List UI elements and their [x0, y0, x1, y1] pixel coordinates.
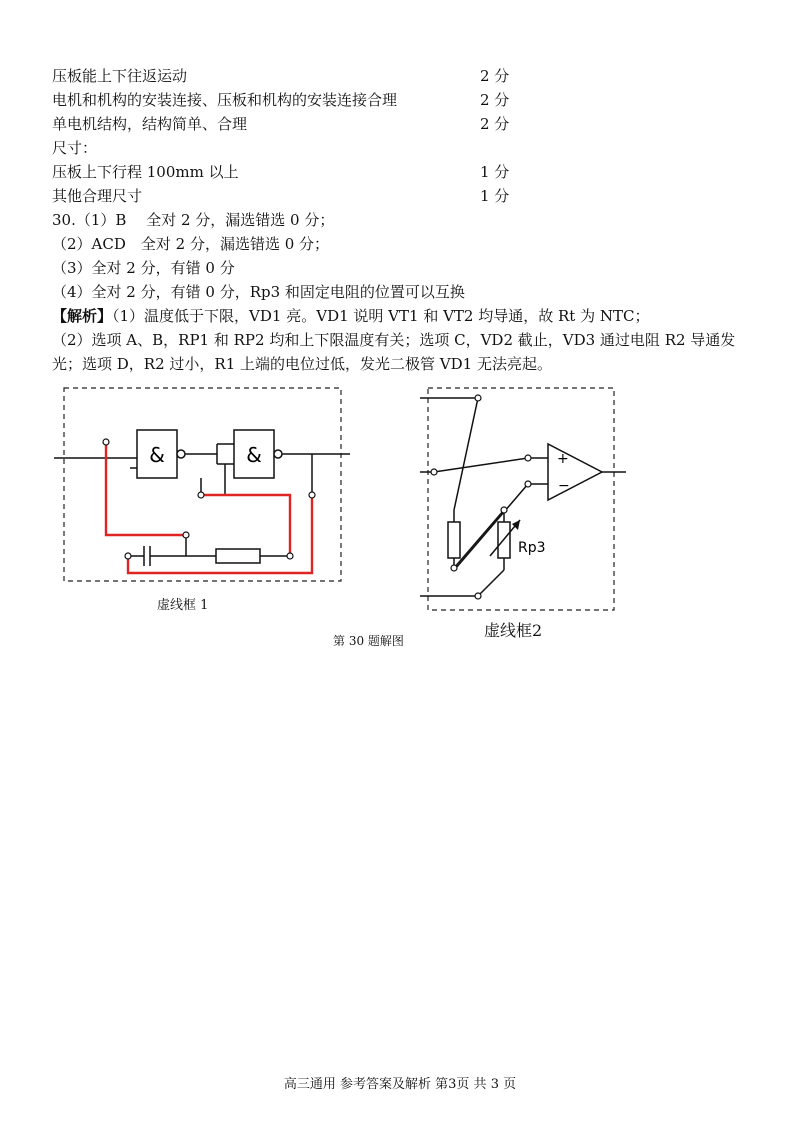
- scoring-row: [52, 112, 752, 136]
- scoring-row: [52, 160, 752, 184]
- junction-dot: [125, 553, 131, 559]
- junction-dot: [525, 481, 531, 487]
- scoring-text: 单电机结构，结构简单、合理: [52, 115, 248, 133]
- analysis-2-line1: （2）选项 A、B，RP1 和 RP2 均和上下限温度有关；选项 C，VD2 截止，VD3 通过电阻 R2 导通发: [52, 331, 736, 349]
- scoring-points: 1 分: [480, 187, 510, 205]
- scoring-text: 压板上下行程 100mm 以上: [52, 163, 239, 181]
- box1-caption: 虚线框 1: [157, 598, 209, 613]
- junction-dot: [475, 395, 481, 401]
- scoring-points: 1 分: [480, 163, 510, 181]
- junction-dot: [501, 507, 507, 513]
- junction-dot: [287, 553, 293, 559]
- scoring-text: 尺寸：: [52, 139, 98, 157]
- circuit-diagram-box2: [412, 380, 632, 616]
- scoring-text: 压板能上下往返运动: [52, 67, 188, 85]
- resistor: [216, 549, 260, 563]
- junction-dot: [525, 455, 531, 461]
- q30-answer-4: （4）全对 2 分，有错 0 分，Rp3 和固定电阻的位置可以互换: [52, 283, 465, 301]
- junction-dot: [198, 492, 204, 498]
- minus-symbol: −: [558, 478, 570, 494]
- fixed-resistor: [448, 522, 460, 558]
- scoring-row: [52, 64, 752, 88]
- analysis-2-line2: 光；选项 D，R2 过小，R1 上端的电位过低，发光二极管 VD1 无法亮起。: [52, 355, 552, 373]
- q30-answer-2: （2）ACD 全对 2 分，漏选错选 0 分；: [52, 235, 330, 253]
- junction-dot: [309, 492, 315, 498]
- plus-symbol: +: [557, 451, 569, 467]
- junction-dot: [451, 565, 457, 571]
- analysis-1: [52, 304, 752, 328]
- and-symbol: &: [149, 443, 165, 467]
- analysis-1-text: （1）温度低于下限，VD1 亮。VD1 说明 VT1 和 VT2 均导通，故 Rt 为 NTC；: [112, 307, 650, 325]
- junction-dot: [183, 532, 189, 538]
- junction-dot: [103, 439, 109, 445]
- scoring-points: 2 分: [480, 115, 510, 133]
- scoring-points: 2 分: [480, 91, 510, 109]
- scoring-row: [52, 184, 752, 208]
- box2-caption: 虚线框2: [484, 621, 543, 640]
- scoring-text: 其他合理尺寸: [52, 187, 143, 205]
- q30-answer-1: 30.（1）B 全对 2 分，漏选错选 0 分；: [52, 211, 335, 229]
- page-footer: 高三通用 参考答案及解析 第3页 共 3 页: [283, 1077, 517, 1092]
- junction-dot: [475, 593, 481, 599]
- junction-dot: [431, 469, 437, 475]
- scoring-row: [52, 136, 752, 160]
- and-symbol: &: [246, 443, 262, 467]
- scoring-points: 2 分: [480, 67, 510, 85]
- circuit-diagram-box1: [50, 380, 360, 590]
- rp3-label: Rp3: [518, 540, 546, 556]
- figure-caption: 第 30 题解图: [333, 634, 404, 648]
- scoring-row: [52, 88, 752, 112]
- q30-answer-3: （3）全对 2 分，有错 0 分: [52, 259, 235, 277]
- scoring-text: 电机和机构的安装连接、压板和机构的安装连接合理: [52, 91, 398, 109]
- analysis-label: 【解析】: [52, 307, 113, 325]
- red-wire: [201, 495, 290, 556]
